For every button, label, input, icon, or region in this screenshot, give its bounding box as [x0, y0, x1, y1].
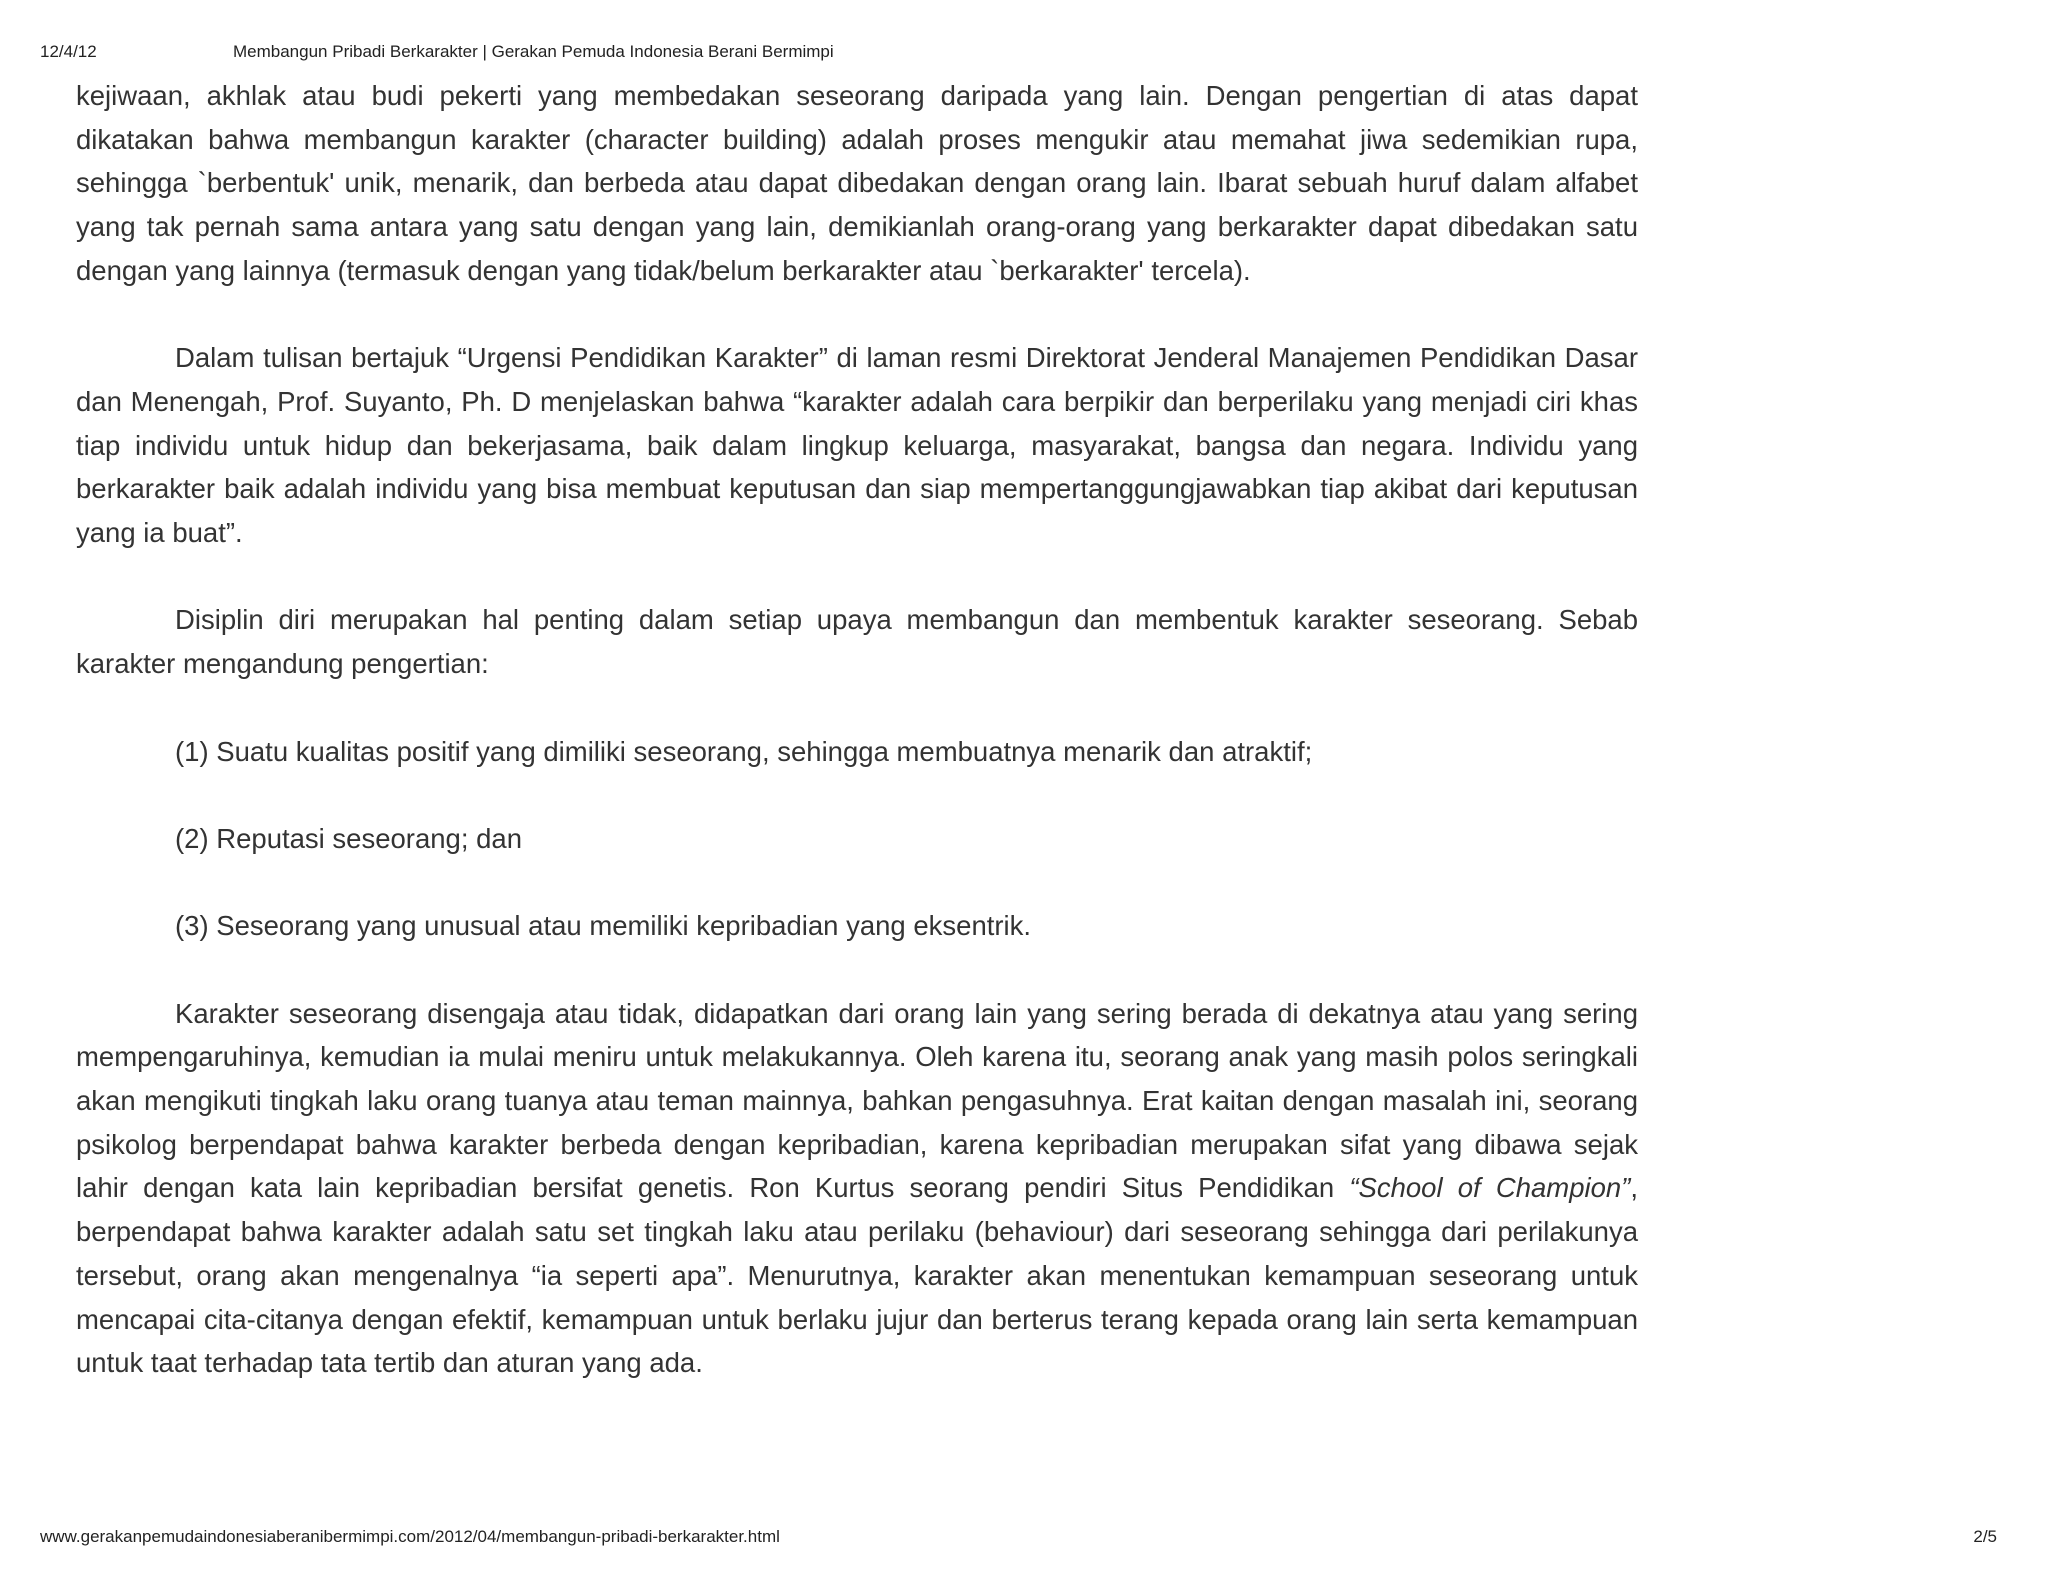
- page-url: www.gerakanpemudaindonesiaberanibermimpi.com/2012/04/membangun-pribadi-berkarakter.html: [40, 1527, 780, 1546]
- list-item-1: (1) Suatu kualitas positif yang dimiliki seseorang, sehingga membuatnya menarik dan atraktif;: [175, 735, 1313, 767]
- paragraph-disiplin-diri: Disiplin diri merupakan hal penting dalam setiap upaya membangun dan membentuk karakter seseorang. Sebab karakter mengandung pengertian:: [76, 604, 1638, 680]
- paragraph-character-building: kejiwaan, akhlak atau budi pekerti yang membedakan seseorang daripada yang lain. Dengan pengertian di atas dapat dikatakan bahwa membangun karakter (character building) adalah proses mengukir atau memahat jiwa sedemikian rupa, sehingga `berbentuk' unik, menarik, dan berbeda atau dapat dibedakan dengan orang lain. Ibarat sebuah huruf dalam alfabet yang tak pernah sama antara yang satu dengan yang lain, demikianlah orang-orang yang berkarakter dapat dibedakan satu dengan yang lainnya (termasuk dengan yang tidak/belum berkarakter atau `berkarakter' tercela).: [76, 80, 1638, 286]
- school-of-champion-quote: “School of Champion”: [1349, 1172, 1631, 1204]
- paragraph-text-part1: Karakter seseorang disengaja atau tidak, didapatkan dari orang lain yang sering berada di dekatnya atau yang sering mempengaruhinya, kemudian ia mulai meniru untuk melakukannya. Oleh karena itu, seorang anak yang masih polos seringkali akan mengikuti tingkah laku orang tuanya atau teman mainnya, bahkan pengasuhnya. Erat kaitan dengan masalah ini, seorang psikolog berpendapat bahwa karakter berbeda dengan kepribadian, karena kepribadian merupakan sifat yang dibawa sejak lahir dengan kata lain kepribadian bersifat genetis. Ron Kurtus seorang pendiri Situs Pendidikan: [76, 997, 1638, 1204]
- paragraph-karakter-seseorang: [76, 992, 1638, 1385]
- paragraph-urgensi-pendidikan: Dalam tulisan bertajuk “Urgensi Pendidikan Karakter” di laman resmi Direktorat Jenderal Manajemen Pendidikan Dasar dan Menengah, Prof. Suyanto, Ph. D menjelaskan bahwa “karakter adalah cara berpikir dan berperilaku yang menjadi ciri khas tiap individu untuk hidup dan bekerjasama, baik dalam lingkup keluarga, masyarakat, bangsa dan negara. Individu yang berkarakter baik adalah individu yang bisa membuat keputusan dan siap mempertanggungjawabkan tiap akibat dari keputusan yang ia buat”.: [76, 342, 1638, 549]
- list-item-3: (3) Seseorang yang unusual atau memiliki kepribadian yang eksentrik.: [175, 910, 1032, 942]
- page-title: Membangun Pribadi Berkarakter | Gerakan Pemuda Indonesia Berani Bermimpi: [233, 42, 834, 61]
- print-date: 12/4/12: [40, 42, 97, 61]
- article-body: [76, 74, 1638, 1385]
- page-number: 2/5: [1973, 1527, 1997, 1546]
- paragraph-text-part2: , berpendapat bahwa karakter adalah satu set tingkah laku atau perilaku (behaviour) dari seseorang sehingga dari perilakunya tersebut, orang akan mengenalnya “ia seperti apa”. Menurutnya, karakter akan menentukan kemampuan seseorang untuk mencapai cita-citanya dengan efektif, kemampuan untuk berlaku jujur dan berterus terang kepada orang lain serta kemampuan untuk taat terhadap tata tertib dan aturan yang ada.: [76, 1172, 1638, 1379]
- list-item-2: (2) Reputasi seseorang; dan: [175, 822, 523, 854]
